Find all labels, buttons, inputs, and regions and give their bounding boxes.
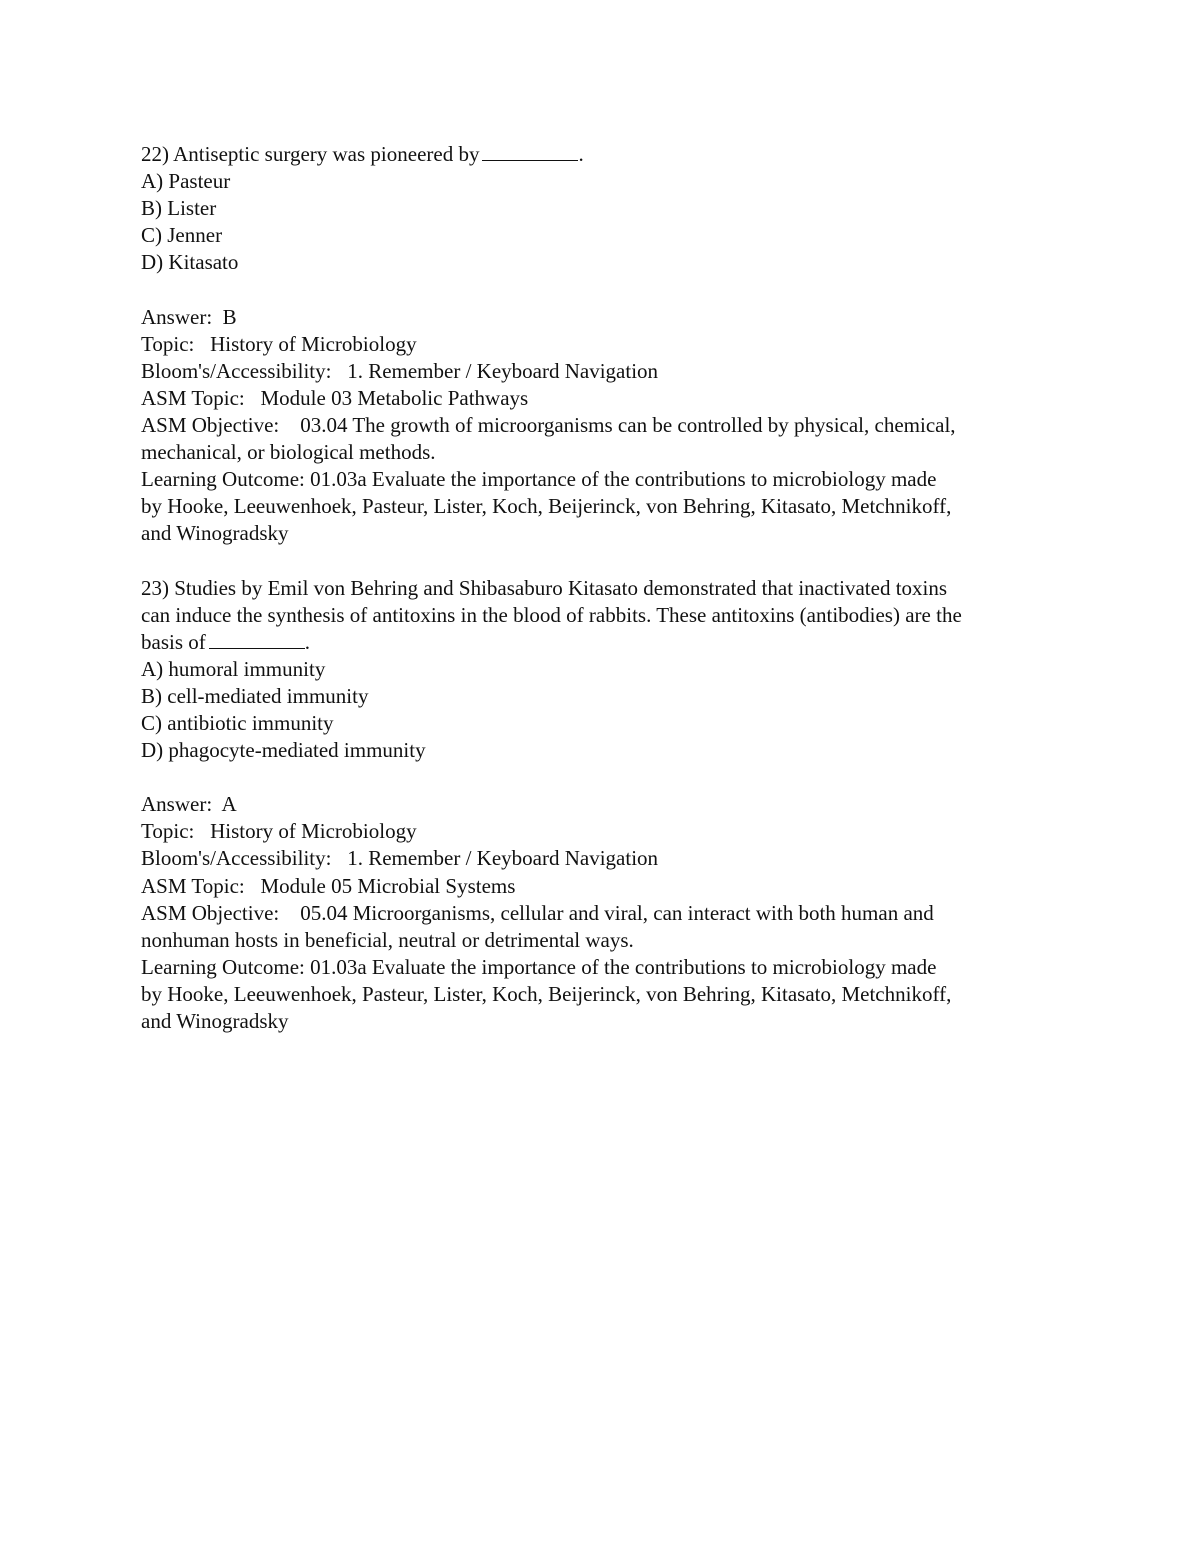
spacer	[141, 547, 1071, 574]
answer-label: Answer:	[141, 304, 213, 329]
option-b: B) cell-mediated immunity	[141, 683, 369, 708]
question-stem	[141, 141, 1071, 168]
learning-outcome-text: 01.03a Evaluate the importance of the contributions to microbiology made	[310, 954, 937, 979]
page-content	[141, 141, 1071, 1035]
asm-objective-continuation: mechanical, or biological methods.	[141, 440, 436, 465]
learning-outcome-continuation: and Winogradsky	[141, 1009, 289, 1033]
asm-objective-line	[141, 900, 1071, 927]
asm-topic-value: Module 03 Metabolic Pathways	[260, 385, 529, 410]
blooms-line	[141, 845, 1071, 872]
blooms-label: Bloom's/Accessibility:	[141, 358, 332, 383]
answer-value: B	[222, 304, 237, 329]
option-c: C) Jenner	[141, 223, 223, 248]
spacer	[141, 276, 1071, 303]
asm-objective-label: ASM Objective:	[141, 412, 280, 437]
topic-value: History of Microbiology	[210, 331, 417, 356]
topic-value: History of Microbiology	[210, 819, 417, 844]
question-stem-text: 22) Antiseptic surgery was pioneered by	[141, 142, 480, 166]
topic-line	[141, 331, 1071, 358]
option-d: D) phagocyte-mediated immunity	[141, 738, 426, 763]
learning-outcome-continuation: and Winogradsky	[141, 521, 289, 546]
question-stem-tail: .	[578, 142, 584, 166]
option-a: A) Pasteur	[141, 169, 231, 194]
learning-outcome-line	[141, 954, 1071, 981]
question-stem-text: basis of	[141, 629, 206, 654]
asm-topic-label: ASM Topic:	[141, 385, 245, 410]
question-stem-tail: .	[304, 629, 310, 654]
asm-topic-line	[141, 873, 1071, 900]
blooms-value: 1. Remember / Keyboard Navigation	[347, 358, 659, 383]
question-block	[141, 141, 1071, 547]
topic-label: Topic:	[141, 331, 195, 356]
learning-outcome-label: Learning Outcome:	[141, 954, 305, 979]
question-stem-continuation: can induce the synthesis of antitoxins in the blood of rabbits. These antitoxins (antibodies) are the	[141, 602, 962, 627]
topic-line	[141, 818, 1071, 845]
answer-line	[141, 791, 1071, 818]
learning-outcome-label: Learning Outcome:	[141, 467, 305, 492]
blooms-value: 1. Remember / Keyboard Navigation	[347, 846, 659, 871]
question-stem: 23) Studies by Emil von Behring and Shibasaburo Kitasato demonstrated that inactivated toxins	[141, 575, 948, 600]
option-c: C) antibiotic immunity	[141, 710, 334, 735]
blooms-line	[141, 358, 1071, 385]
spacer	[141, 764, 1071, 791]
answer-value: A	[221, 792, 237, 817]
question-stem-continuation	[141, 629, 1071, 656]
asm-topic-value: Module 05 Microbial Systems	[260, 873, 516, 898]
learning-outcome-text: 01.03a Evaluate the importance of the contributions to microbiology made	[310, 467, 937, 492]
topic-label: Topic:	[141, 819, 195, 844]
asm-objective-text: 05.04 Microorganisms, cellular and viral, can interact with both human and	[300, 900, 934, 925]
asm-objective-line	[141, 412, 1071, 439]
asm-objective-text: 03.04 The growth of microorganisms can be controlled by physical, chemical,	[300, 412, 956, 437]
asm-objective-label: ASM Objective:	[141, 900, 280, 925]
asm-topic-label: ASM Topic:	[141, 873, 245, 898]
blooms-label: Bloom's/Accessibility:	[141, 846, 332, 871]
asm-topic-line	[141, 385, 1071, 412]
option-a: A) humoral immunity	[141, 656, 326, 681]
question-block	[141, 575, 1071, 1036]
learning-outcome-continuation: by Hooke, Leeuwenhoek, Pasteur, Lister, Koch, Beijerinck, von Behring, Kitasato, Metchnikoff,	[141, 494, 952, 519]
answer-blank	[482, 142, 578, 161]
answer-label: Answer:	[141, 792, 213, 817]
learning-outcome-line	[141, 466, 1071, 493]
option-b: B) Lister	[141, 196, 217, 221]
learning-outcome-continuation: by Hooke, Leeuwenhoek, Pasteur, Lister, Koch, Beijerinck, von Behring, Kitasato, Metchnikoff,	[141, 981, 952, 1006]
asm-objective-continuation: nonhuman hosts in beneficial, neutral or detrimental ways.	[141, 927, 634, 952]
option-d: D) Kitasato	[141, 250, 239, 275]
answer-blank	[209, 630, 305, 649]
answer-line	[141, 304, 1071, 331]
